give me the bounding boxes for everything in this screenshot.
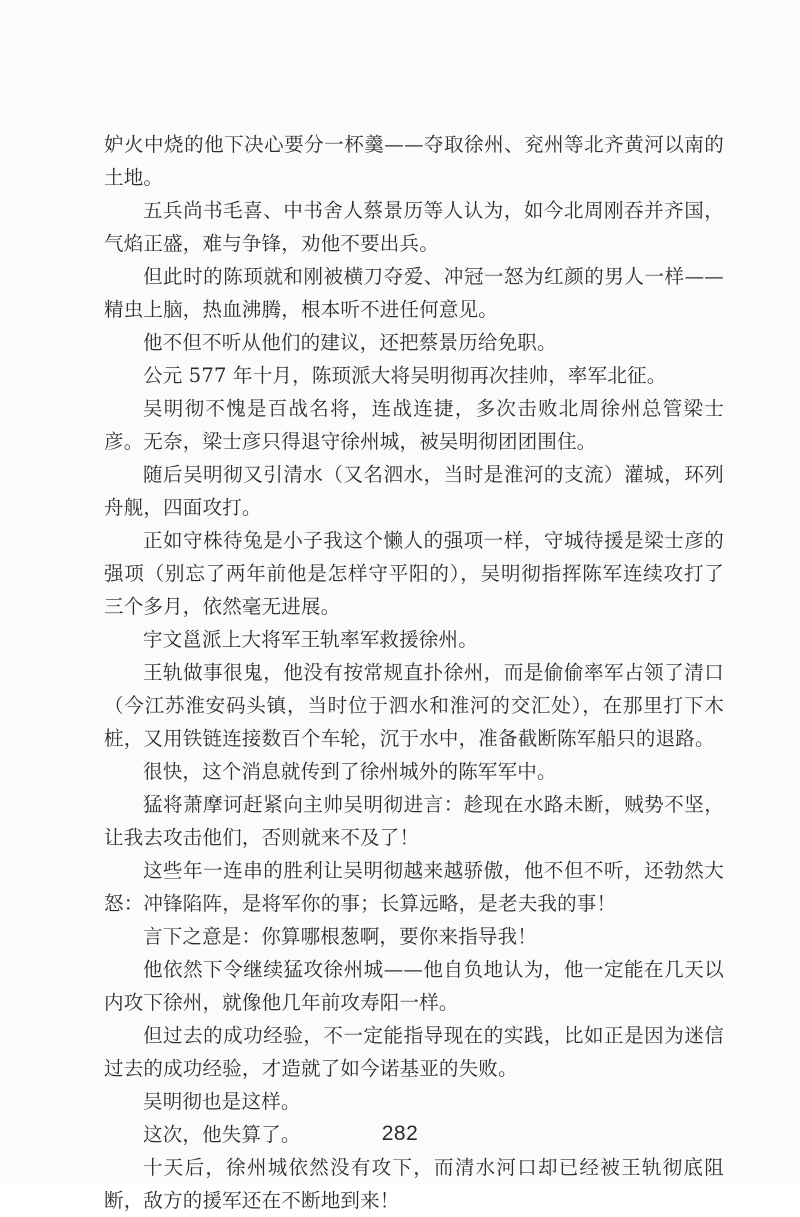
paragraph-5: 公元 577 年十月，陈顼派大将吴明彻再次挂帅，率军北征。 xyxy=(143,364,667,387)
paragraph-13: 这些年一连串的胜利让吴明彻越来越骄傲，他不但不听，还勃然大怒：冲锋陷阵，是将军你的事；长算远略，是老夫我的事！ xyxy=(104,859,724,915)
paragraph-8: 正如守株待兔是小子我这个懒人的强项一样，守城待援是梁士彦的强项（别忘了两年前他是怎样守平阳的），吴明彻指挥陈军连续攻打了三个多月，依然毫无进展。 xyxy=(104,529,724,618)
page-number: 282 xyxy=(381,1122,419,1145)
paragraph-10: 王轨做事很鬼，他没有按常规直扑徐州，而是偷偷率军占领了清口（今江苏淮安码头镇，当时位于泗水和淮河的交汇处），在那里打下木桩，又用铁链连接数百个车轮，沉于水中，准备截断陈军船只的退路。 xyxy=(104,661,724,750)
paragraph-17: 吴明彻也是这样。 xyxy=(143,1090,301,1113)
paragraph-2: 五兵尚书毛喜、中书舍人蔡景历等人认为，如今北周刚吞并齐国，气焰正盛，难与争锋，劝他不要出兵。 xyxy=(104,199,724,255)
paragraph-16: 但过去的成功经验，不一定能指导现在的实践，比如正是因为迷信过去的成功经验，才造就了如今诺基亚的失败。 xyxy=(104,1024,724,1080)
paragraph-12: 猛将萧摩诃赶紧向主帅吴明彻进言：趁现在水路未断，贼势不坚，让我去攻击他们，否则就来不及了！ xyxy=(104,793,724,849)
paragraph-3: 但此时的陈顼就和刚被横刀夺爱、冲冠一怒为红颜的男人一样——精虫上脑，热血沸腾，根本听不进任何意见。 xyxy=(104,265,724,321)
paragraph-14: 言下之意是：你算哪根葱啊，要你来指导我！ xyxy=(143,925,538,948)
paragraph-4: 他不但不听从他们的建议，还把蔡景历给免职。 xyxy=(143,331,557,354)
paragraph-11: 很快，这个消息就传到了徐州城外的陈军军中。 xyxy=(143,760,557,783)
paragraph-9: 宇文邕派上大将军王轨率军救援徐州。 xyxy=(143,628,478,651)
paragraph-19: 十天后，徐州城依然没有攻下，而清水河口却已经被王轨彻底阻断，敌方的援军还在不断地到来！ xyxy=(104,1156,724,1212)
paragraph-1: 妒火中烧的他下决心要分一杯羹——夺取徐州、兖州等北齐黄河以南的土地。 xyxy=(104,133,724,189)
paragraph-6: 吴明彻不愧是百战名将，连战连捷，多次击败北周徐州总管梁士彦。无奈，梁士彦只得退守徐州城，被吴明彻团团围住。 xyxy=(104,397,724,453)
paragraph-7: 随后吴明彻又引清水（又名泗水，当时是淮河的支流）灌城，环列舟舰，四面攻打。 xyxy=(104,463,724,519)
paragraph-15: 他依然下令继续猛攻徐州城——他自负地认为，他一定能在几天以内攻下徐州，就像他几年前攻寿阳一样。 xyxy=(104,958,724,1014)
body-text xyxy=(104,128,724,1217)
paragraph-18: 这次，他失算了。 xyxy=(143,1123,301,1146)
